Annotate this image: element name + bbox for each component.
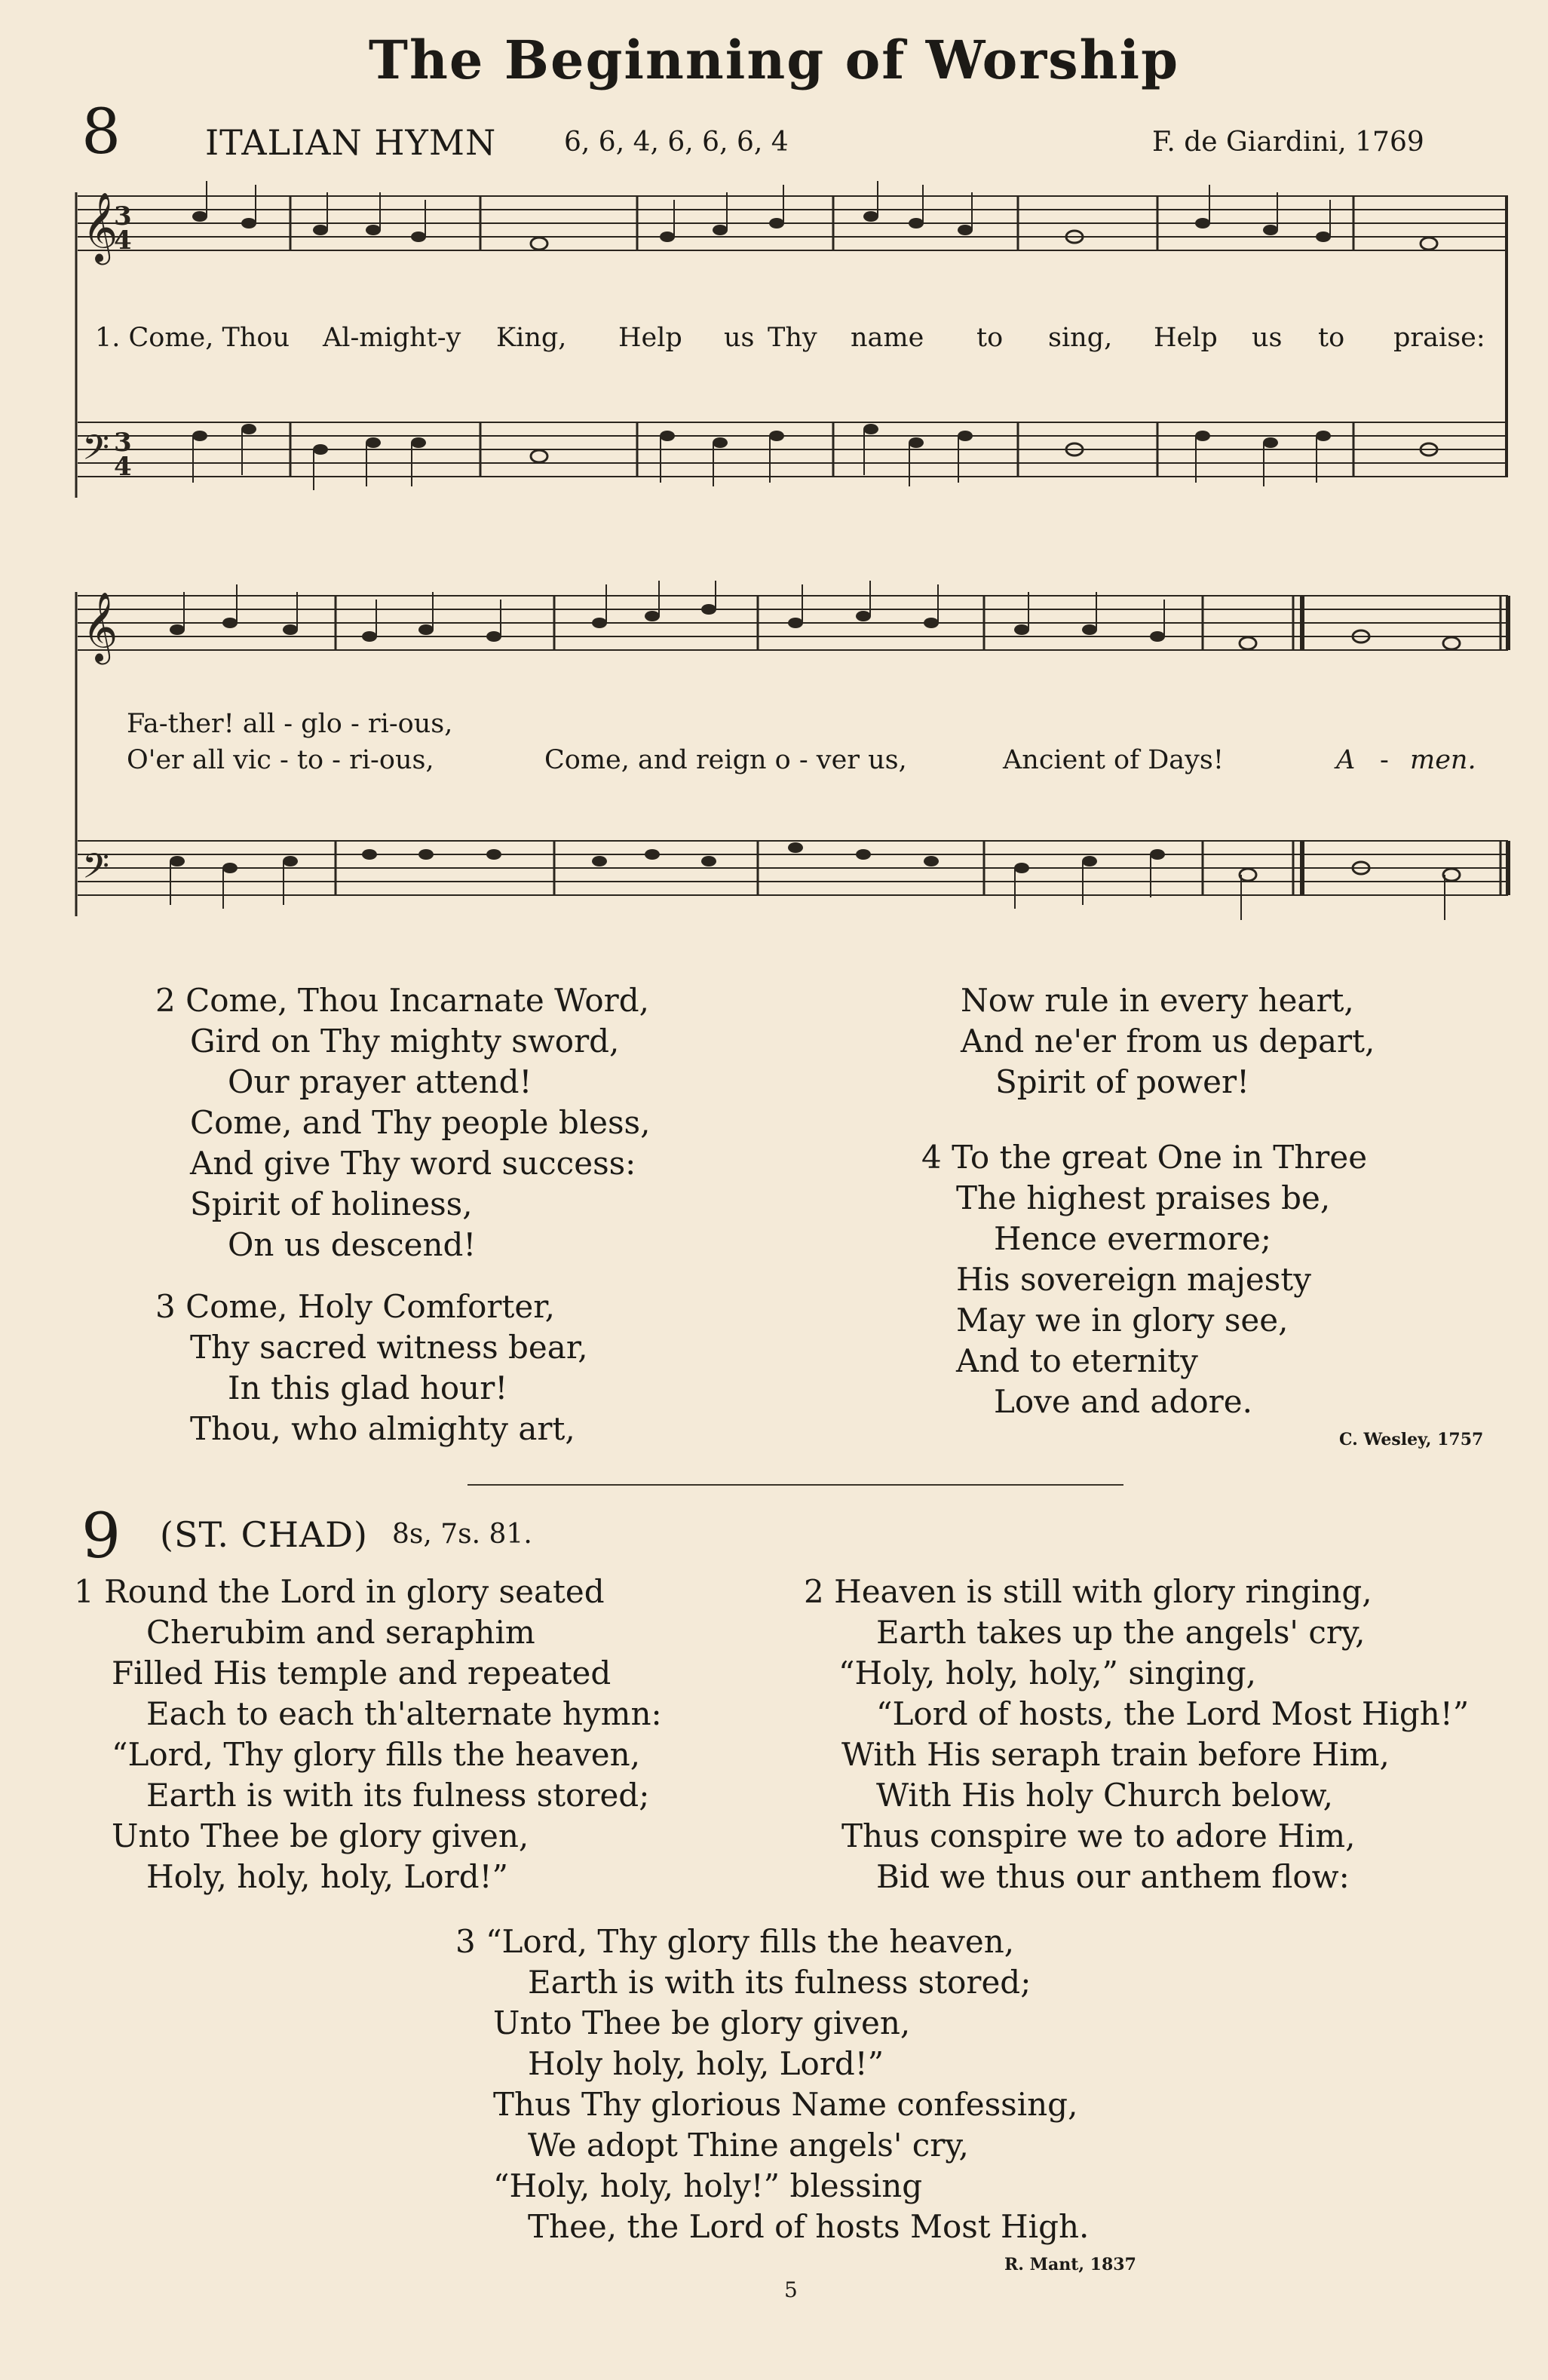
verse-line: 1 Round the Lord in glory seated [74,1573,605,1610]
verse-line: Filled His temple and repeated [112,1655,612,1691]
staff-treble-1 [78,196,1508,250]
hymn9-verse-3 [455,1921,1089,2247]
verse-line: Gird on Thy mighty sword, [190,1023,620,1060]
lyric-system1-12: to [1318,323,1345,353]
verse-line: Thee, the Lord of hosts Most High. [528,2208,1090,2245]
bass-clef-icon-2: 𝄢 [82,846,110,895]
verse-line: And to eternity [956,1342,1198,1379]
verse-line: And ne'er from us depart, [961,1023,1375,1060]
verse-line: Come, and Thy people bless, [190,1104,651,1141]
hymn-number-9: 9 [81,1501,121,1572]
amen-dash: - [1380,745,1389,775]
verse-line: His sovereign majesty [956,1261,1311,1298]
verse-line: May we in glory see, [956,1302,1289,1339]
notes-system-2 [170,604,1460,881]
verse-line: In this glad hour! [228,1369,508,1406]
page-number: 5 [784,2277,798,2302]
hymn9-verse-2 [804,1572,1469,1897]
treble-clef-icon-2: 𝄞 [82,591,118,661]
hymn8-verse-3-cont [961,980,1375,1103]
verse-line: 3 Come, Holy Comforter, [155,1288,556,1325]
verse-line: Spirit of power! [995,1063,1249,1100]
verse-line: With His holy Church below, [876,1777,1333,1814]
lyric-system2-line2a: O'er all vic - to - ri-ous, [127,745,434,775]
music-system-1 [72,181,1516,543]
tune-name-9: (ST. CHAD) [160,1514,368,1555]
verse-line: “Holy, holy, holy!” blessing [493,2167,923,2204]
svg-text:4: 4 [114,452,132,482]
verse-line: On us descend! [228,1226,477,1263]
verse-line: Thou, who almighty art, [190,1410,575,1447]
verse-line: With His seraph train before Him, [841,1736,1390,1773]
verse-line: Hence evermore; [994,1220,1271,1257]
lyric-system1-3: King, [496,323,567,353]
verse-line: The highest praises be, [956,1179,1331,1216]
verse-line: Thus conspire we to adore Him, [841,1817,1356,1854]
lyric-system1-13: praise: [1393,323,1485,353]
author-credit-8: C. Wesley, 1757 [1339,1430,1484,1449]
amen-a: A [1336,745,1356,775]
page-title: The Beginning of Worship [368,29,1180,91]
hymn-number-8: 8 [81,97,121,168]
lyric-system1-2: Al-might-y [323,323,461,353]
time-signature-bass: 3 [114,428,132,458]
lyric-system1-4: Help [618,323,682,353]
lyric-system1-6: Thy [768,323,817,353]
lyric-system2-line2b: Come, and reign o - ver us, [544,745,907,775]
bass-clef-icon: 𝄢 [82,428,110,477]
verse-line: “Holy, holy, holy,” singing, [838,1655,1257,1691]
verse-line: “Lord, Thy glory fills the heaven, [112,1736,641,1773]
lyric-system1-1: 1. Come, Thou [95,323,290,353]
svg-text:4: 4 [114,225,132,256]
meter-8: 6, 6, 4, 6, 6, 6, 4 [564,127,789,158]
lyric-system1-9: sing, [1048,323,1113,353]
verse-line: 3 “Lord, Thy glory fills the heaven, [455,1923,1015,1960]
verse-line: Each to each th'alternate hymn: [146,1695,662,1732]
tune-name-8: ITALIAN HYMN [205,122,497,163]
hymn9-verse-1 [74,1572,662,1897]
verse-line: Now rule in every heart, [961,982,1354,1019]
treble-clef-icon: 𝄞 [82,192,118,262]
section-divider [467,1484,1123,1486]
verse-line: Cherubim and seraphim [146,1614,535,1651]
verse-line: 4 To the great One in Three [921,1139,1368,1176]
verse-line: Earth takes up the angels' cry, [876,1614,1366,1651]
lyric-system2-line2c: Ancient of Days! [1003,745,1224,775]
verse-line: Love and adore. [994,1383,1252,1420]
hymn8-verse-3 [155,1287,588,1449]
verse-line: 2 Come, Thou Incarnate Word, [155,982,649,1019]
verse-line: Bid we thus our anthem flow: [876,1858,1350,1895]
staff-bass-1 [78,422,1508,477]
verse-line: Spirit of holiness, [190,1185,473,1222]
hymn8-verse-2 [155,980,650,1265]
verse-line: We adopt Thine angels' cry, [528,2127,969,2164]
meter-9: 8s, 7s. 81. [392,1519,532,1550]
verse-line: Earth is with its fulness stored; [528,1964,1031,2001]
lyric-system1-7: name [851,323,924,353]
author-credit-9: R. Mant, 1837 [1004,2255,1136,2274]
verse-line: Unto Thee be glory given, [493,2004,911,2041]
hymn8-verse-4 [921,1137,1367,1422]
verse-line: Thy sacred witness bear, [190,1329,588,1366]
verse-line: 2 Heaven is still with glory ringing, [804,1573,1372,1610]
verse-line: Unto Thee be glory given, [112,1817,529,1854]
lyric-system1-10: Help [1154,323,1218,353]
verse-line: Earth is with its fulness stored; [146,1777,650,1814]
verse-line: Holy, holy, holy, Lord!” [146,1858,508,1895]
lyric-system1-11: us [1252,323,1283,353]
lyric-system1-5: us [724,323,755,353]
verse-line: “Lord of hosts, the Lord Most High!” [876,1695,1470,1732]
lyric-system1-8: to [976,323,1004,353]
time-signature-treble: 3 [114,201,132,232]
verse-line: And give Thy word success: [190,1145,636,1182]
amen-b: men. [1410,745,1476,775]
verse-line: Our prayer attend! [228,1063,532,1100]
verse-line: Thus Thy glorious Name confessing, [493,2086,1078,2123]
composer-credit: F. de Giardini, 1769 [1152,127,1424,158]
lyric-system2-line1: Fa-ther! all - glo - ri-ous, [127,709,453,739]
verse-line: Holy holy, holy, Lord!” [528,2045,884,2082]
